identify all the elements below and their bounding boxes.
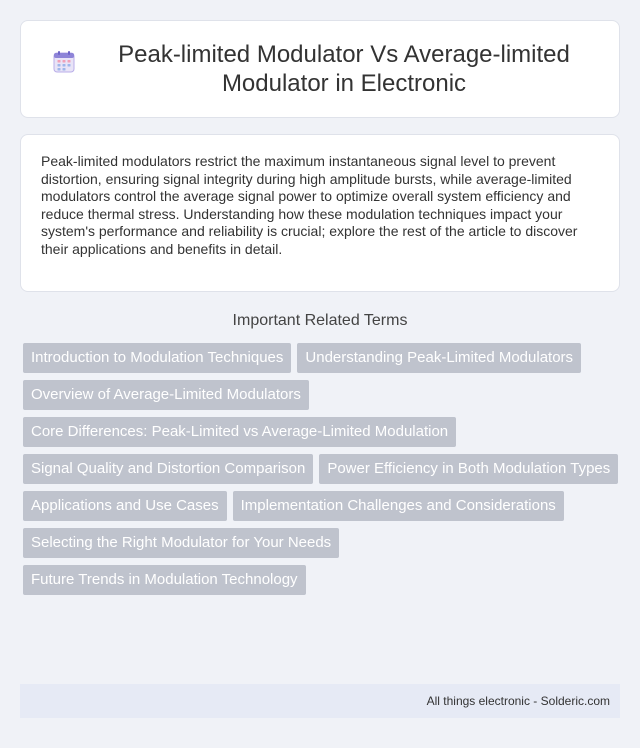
page-title: Peak-limited Modulator Vs Average-limited Modulator in Electronic [118,41,570,97]
term-tag-implementation[interactable]: Implementation Challenges and Considerations [233,491,564,521]
related-terms-list [20,343,620,595]
footer-text: All things electronic - Solderic.com [426,694,610,708]
term-tag-selecting-modulator[interactable]: Selecting the Right Modulator for Your Needs [23,528,339,558]
footer [20,684,620,718]
term-tag-core-differences[interactable]: Core Differences: Peak-Limited vs Average-Limited Modulation [23,417,456,447]
term-tag-future-trends[interactable]: Future Trends in Modulation Technology [23,565,306,595]
calendar-icon [51,49,77,75]
title-card [20,20,620,118]
term-tag-average-limited[interactable]: Overview of Average-Limited Modulators [23,380,309,410]
summary-card [20,134,620,292]
term-tag-signal-quality[interactable]: Signal Quality and Distortion Comparison [23,454,313,484]
related-terms-heading: Important Related Terms [232,312,408,329]
term-tag-applications[interactable]: Applications and Use Cases [23,491,227,521]
summary-text: Peak-limited modulators restrict the maximum instantaneous signal level to prevent distortion, ensuring signal integrity during high amplitude bursts, while average-limited modulators control the average signal power to optimize overall system efficiency and reduce thermal stress. Understanding how these modulation techniques impact your system's performance and reliability is crucial; explore the rest of the article to discover their applications and benefits in detail. [41,153,578,257]
term-tag-modulation-intro[interactable]: Introduction to Modulation Techniques [23,343,291,373]
term-tag-peak-limited[interactable]: Understanding Peak-Limited Modulators [297,343,581,373]
term-tag-power-efficiency[interactable]: Power Efficiency in Both Modulation Types [319,454,618,484]
